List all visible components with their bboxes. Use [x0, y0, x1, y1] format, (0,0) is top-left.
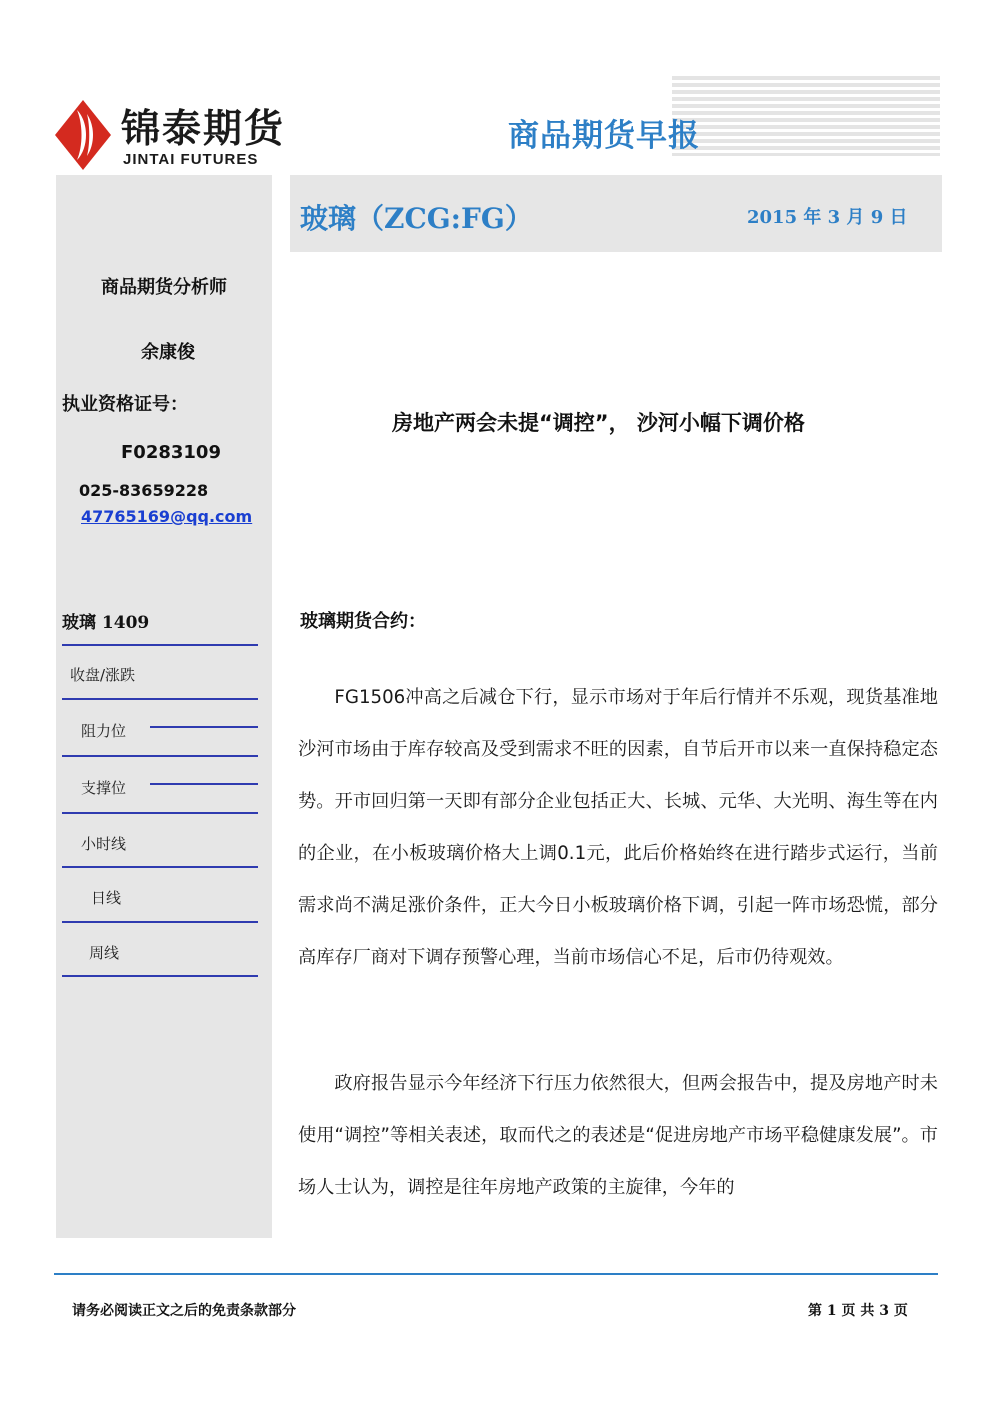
article-paragraph: FG1506冲高之后减仓下行，显示市场对于年后行情并不乐观，现货基准地 沙河市场由于库存较高及受到需求不旺的因素，自节后开市以来一直保持稳定态势。开市回归第一天即有部分企业包括正大、长城、元华、大光明、海生等在内的企业，在小板玻璃价格大上调0.1元，此后价格始终在进行踏步式运行，当前需求尚不满足涨价条件，正大今日小板玻璃价格下调，引起一阵市场恐慌，部分高库存厂商对下调存预警心理，当前市场信心不足，后市仍待观效。	[298, 687, 938, 968]
analyst-name: 余康俊	[141, 342, 195, 363]
report-title: 商品期货早报	[508, 118, 700, 154]
contract-name: 玻璃 1409	[62, 613, 150, 633]
table-rule	[62, 755, 258, 757]
cert-number: F0283109	[121, 442, 221, 463]
row-label-daily: 日线	[91, 889, 122, 907]
email-link[interactable]: 47765169@qq.com	[81, 507, 253, 526]
footer-disclaimer: 请务必阅读正文之后的免责条款部分	[72, 1303, 296, 1319]
header-stripes	[672, 76, 940, 156]
row-label-weekly: 周线	[89, 944, 120, 962]
table-rule	[62, 644, 258, 646]
analyst-title: 商品期货分析师	[101, 277, 227, 298]
brand-logo	[55, 98, 286, 173]
title-bar	[290, 175, 942, 252]
diamond-logo-icon	[55, 100, 111, 170]
section-title: 玻璃期货合约：	[300, 611, 426, 632]
value-rule	[150, 726, 258, 728]
article-headline: 房地产两会未提“调控”， 沙河小幅下调价格	[392, 411, 805, 435]
table-rule	[62, 866, 258, 868]
table-rule	[62, 921, 258, 923]
sidebar	[56, 175, 272, 1238]
article-paragraph: 政府报告显示今年经济下行压力依然很大，但两会报告中，提及房地产时未使用“调控”等相关表述，取而代之的表述是“促进房地产市场平稳健康发展”。市场人士认为，调控是往年房地产政策的主旋律，今年的	[298, 1073, 938, 1198]
brand-name-en: JINTAI FUTURES	[123, 151, 259, 168]
phone-number: 025-83659228	[79, 481, 209, 500]
table-rule	[62, 975, 258, 977]
footer-rule	[54, 1273, 938, 1275]
report-date: 2015 年 3 月 9 日	[747, 207, 908, 228]
page-number: 第 1 页 共 3 页	[808, 1303, 908, 1319]
row-label-support: 支撑位	[81, 779, 127, 797]
table-rule	[62, 698, 258, 700]
value-rule	[150, 783, 258, 785]
cert-label: 执业资格证号：	[62, 394, 188, 415]
row-label-close: 收盘/涨跌	[70, 666, 136, 684]
row-label-hourly: 小时线	[81, 835, 127, 853]
table-rule	[62, 812, 258, 814]
product-title: 玻璃（ZCG:FG）	[300, 202, 533, 235]
row-label-resistance: 阻力位	[81, 722, 127, 740]
brand-name-cn: 锦泰期货	[121, 107, 286, 152]
